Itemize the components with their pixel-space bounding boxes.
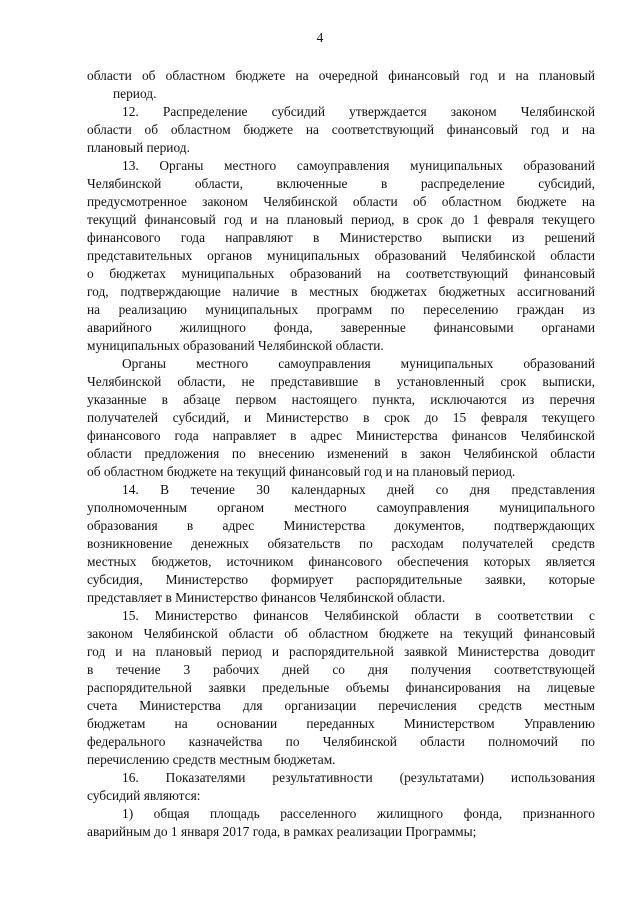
text-line: представляет в Министерство финансов Челябинской области. bbox=[87, 590, 446, 605]
text-line: текущий финансовый год и на плановый период, в срок до 1 февраля текущего bbox=[87, 212, 595, 227]
text-line: о бюджетах муниципальных образований на соответствующий финансовый bbox=[87, 266, 595, 281]
text-line: период. bbox=[113, 86, 157, 101]
text-line: бюджетам на основании переданных Министерством Управлению bbox=[87, 716, 595, 731]
text-line: возникновение денежных обязательств по расходам получателей средств bbox=[87, 536, 595, 551]
text-line: аварийным до 1 января 2017 года, в рамках реализации Программы; bbox=[87, 824, 477, 839]
text-line: 14. В течение 30 календарных дней со дня представления bbox=[122, 482, 595, 497]
text-line: области об областном бюджете на соответствующий финансовый год и на bbox=[87, 122, 595, 137]
text-line: области об областном бюджете на очередной финансовый год и на плановый bbox=[87, 68, 595, 83]
text-line: перечислению средств местным бюджетам. bbox=[87, 752, 336, 767]
text-line: 15. Министерство финансов Челябинской области в соответствии с bbox=[122, 608, 595, 623]
text-line: области предложения по внесению изменений в закон Челябинской области bbox=[87, 446, 595, 461]
text-line: об областном бюджете на текущий финансовый год и на плановый период. bbox=[87, 464, 516, 479]
text-line: аварийного жилищного фонда, заверенные финансовыми органами bbox=[87, 320, 595, 335]
text-line: год, подтверждающие наличие в местных бюджетах бюджетных ассигнований bbox=[87, 284, 595, 299]
text-line: предусмотренное законом Челябинской области об областном бюджете на bbox=[87, 194, 595, 209]
text-line: счета Министерства для организации перечисления средств местным bbox=[87, 698, 595, 713]
text-line: 16. Показателями результативности (результатами) использования bbox=[122, 770, 595, 785]
page-number: 4 bbox=[316, 30, 324, 45]
text-line: плановый период. bbox=[87, 140, 190, 155]
text-line: финансового года направляют в Министерство выписки из решений bbox=[87, 230, 595, 245]
text-line: получателей субсидий, и Министерство в срок до 15 февраля текущего bbox=[87, 410, 595, 425]
text-line: финансового года направляет в адрес Министерства финансов Челябинской bbox=[87, 428, 595, 443]
text-line: Челябинской области, не представившие в установленный срок выписки, bbox=[87, 374, 595, 389]
text-line: в течение 3 рабочих дней со дня получения соответствующей bbox=[87, 662, 595, 677]
text-line: год и на плановый период и распорядительной заявкой Министерства доводит bbox=[87, 644, 595, 659]
text-line: муниципальных образований Челябинской области. bbox=[87, 338, 384, 353]
text-line: субсидий являются: bbox=[87, 788, 201, 803]
text-line: 12. Распределение субсидий утверждается законом Челябинской bbox=[122, 104, 595, 119]
text-line: представительных органов муниципальных образований Челябинской области bbox=[87, 248, 595, 263]
text-line: 13. Органы местного самоуправления муниципальных образований bbox=[122, 158, 595, 173]
text-line: 1) общая площадь расселенного жилищного фонда, признанного bbox=[122, 806, 595, 821]
text-line: Челябинской области, включенные в распределение субсидий, bbox=[87, 176, 595, 191]
text-line: распорядительной заявки предельные объемы финансирования на лицевые bbox=[87, 680, 595, 695]
text-line: на реализацию муниципальных программ по переселению граждан из bbox=[87, 302, 595, 317]
text-line: указанные в абзаце первом настоящего пункта, исключаются из перечня bbox=[87, 392, 595, 407]
text-line: федерального казначейства по Челябинской области полномочий по bbox=[87, 734, 595, 749]
text-line: субсидия, Министерство формирует распорядительные заявки, которые bbox=[87, 572, 595, 587]
text-line: местных бюджетов, источником финансового обеспечения которых является bbox=[87, 554, 595, 569]
text-line: Органы местного самоуправления муниципальных образований bbox=[122, 356, 595, 371]
text-line: законом Челябинской области об областном бюджете на текущий финансовый bbox=[87, 626, 595, 641]
text-line: образования в адрес Министерства документов, подтверждающих bbox=[87, 518, 595, 533]
text-line: уполномоченным органом местного самоуправления муниципального bbox=[87, 500, 595, 515]
